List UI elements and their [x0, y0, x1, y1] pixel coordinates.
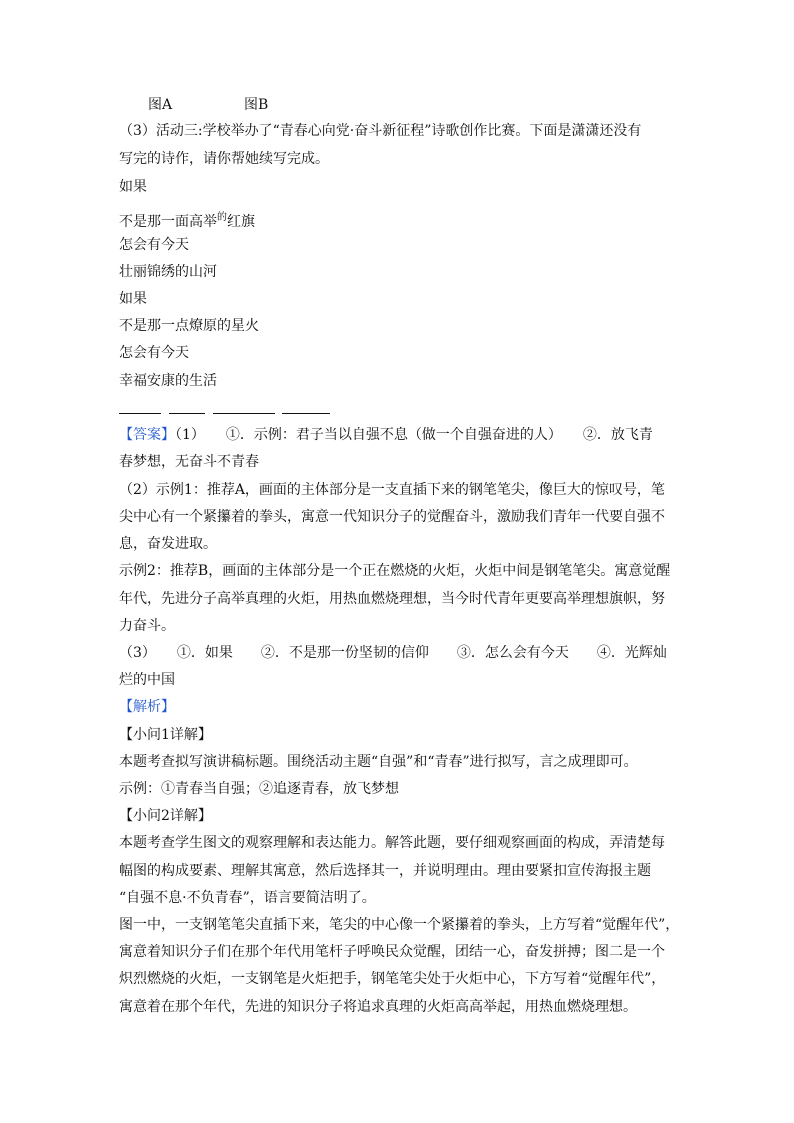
answer-q2-ex1-line2: 尖中心有一个紧攥着的拳头，寓意一代知识分子的觉醒奋斗，激励我们青年一代要自强不	[119, 509, 665, 525]
figure-b-label: 图B	[244, 97, 269, 113]
blank-3	[213, 413, 275, 414]
answer-q2-ex1-line3: 息，奋发进取。	[119, 536, 217, 552]
figure-a-label: 图A	[148, 97, 173, 113]
answer-q2-ex2-line1: 示例2：推荐B，画面的主体部分是一个正在燃烧的火炬，火炬中间是钢笔笔尖。寓意觉醒	[119, 563, 671, 579]
answer-q2-ex2-line2: 年代，先进分子高举真理的火炬，用热血燃烧理想，当今时代青年更要高举理想旗帜，努	[119, 591, 665, 607]
poem-line6: 不是那一点燎原的星火	[119, 318, 259, 334]
poem-line7: 怎会有今天	[119, 345, 189, 361]
analysis-sub2-line3: “自强不息·不负青春”，语言要简洁明了。	[119, 890, 376, 906]
poem-line2-post: 红旗	[227, 214, 255, 230]
answer-q3-line2: 烂的中国	[119, 672, 175, 688]
poem-line3: 怎会有今天	[119, 237, 189, 253]
question3-prompt-line2: 写完的诗作，请你帮她续写完成。	[119, 151, 329, 167]
poem-line2-sup: 的	[217, 212, 227, 223]
blank-1	[119, 413, 161, 414]
answer-q3-line1: （3） ①．如果 ②．不是那一份坚韧的信仰 ③．怎么会有今天 ④．光辉灿	[119, 645, 667, 661]
poem-line2	[119, 208, 679, 232]
analysis-sub2-line4: 图一中，一支钢笔笔尖直插下来，笔尖的中心像一个紧攥着的拳头，上方写着“觉醒年代”，	[119, 917, 680, 933]
blank-4	[282, 413, 330, 414]
analysis-sub1-line1: 本题考查拟写演讲稿标题。围绕活动主题“自强”和“青春”进行拟写，言之成理即可。	[119, 754, 638, 770]
analysis-tag: 【解析】	[119, 699, 175, 715]
answer-q2-ex2-line3: 力奋斗。	[119, 618, 175, 634]
analysis-sub2-line6: 炽烈燃烧的火炬，一支钢笔是火炬把手，钢笔笔尖处于火炬中心，下方写着“觉醒年代”，	[119, 971, 666, 987]
analysis-sub2-line1: 本题考查学生图文的观察理解和表达能力。解答此题，要仔细观察画面的构成，弄清楚每	[119, 835, 665, 851]
poem-line5: 如果	[119, 291, 147, 307]
analysis-sub2-line2: 幅图的构成要素、理解其寓意，然后选择其一，并说明理由。理由要紧扣宣传海报主题	[119, 863, 651, 879]
analysis-sub2-title: 【小问2详解】	[119, 808, 212, 824]
answer-tag: 【答案】	[119, 427, 175, 443]
analysis-sub2-line7: 寓意着在那个年代，先进的知识分子将追求真理的火炬高高举起，用热血燃烧理想。	[119, 999, 637, 1015]
poem-line2-pre: 不是那一面高举	[119, 214, 217, 230]
answer-q1-line2: 春梦想，无奋斗不青春	[119, 454, 259, 470]
analysis-sub1-line2: 示例：①青春当自强；②追逐青春，放飞梦想	[119, 781, 399, 797]
question3-prompt-line1: （3）活动三:学校举办了“青春心向党·奋斗新征程”诗歌创作比赛。下面是潇潇还没有	[119, 123, 642, 139]
poem-line8: 幸福安康的生活	[119, 373, 217, 389]
answer-line1	[119, 425, 679, 445]
answer-q2-ex1-line1: （2）示例1：推荐A，画面的主体部分是一支直插下来的钢笔笔尖，像巨大的惊叹号，笔	[119, 482, 665, 498]
answer-q1-line1: （1） ①．示例：君子当以自强不息（做一个自强奋进的人） ②．放飞青	[175, 427, 653, 443]
analysis-sub2-line5: 寓意着知识分子们在那个年代用笔杆子呼唤民众觉醒，团结一心，奋发拼搏；图二是一个	[119, 944, 665, 960]
blank-2	[169, 413, 205, 414]
poem-line1: 如果	[119, 179, 147, 195]
analysis-sub1-title: 【小问1详解】	[119, 727, 212, 743]
poem-line4: 壮丽锦绣的山河	[119, 264, 217, 280]
